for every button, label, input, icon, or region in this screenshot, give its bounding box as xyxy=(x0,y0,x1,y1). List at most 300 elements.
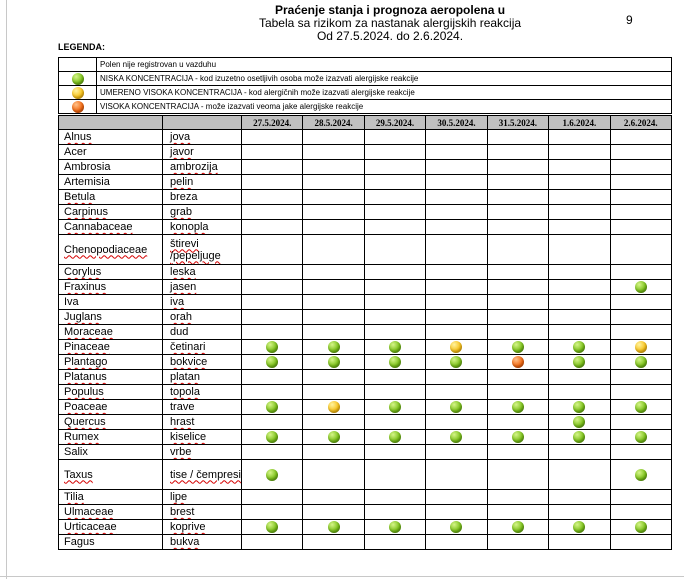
risk-cell xyxy=(426,355,487,370)
risk-cell xyxy=(610,340,671,355)
green-dot-icon xyxy=(512,341,524,353)
risk-cell xyxy=(242,370,303,385)
risk-cell xyxy=(549,460,610,490)
risk-cell xyxy=(610,400,671,415)
risk-cell xyxy=(487,430,548,445)
green-dot-icon xyxy=(328,431,340,443)
risk-cell xyxy=(610,535,671,550)
yellow-dot-icon xyxy=(635,341,647,353)
local-name-text: lipe xyxy=(170,491,188,503)
local-name-text: javor xyxy=(170,146,194,158)
risk-cell xyxy=(549,220,610,235)
page-number: 9 xyxy=(626,13,633,27)
risk-cell xyxy=(610,490,671,505)
local-name xyxy=(163,220,242,235)
risk-cell xyxy=(242,220,303,235)
risk-cell xyxy=(426,445,487,460)
latin-name-text: Chenopodiaceae xyxy=(64,243,148,256)
risk-cell xyxy=(426,220,487,235)
header-blank-cell xyxy=(163,116,242,130)
green-dot-icon xyxy=(450,521,462,533)
local-name xyxy=(163,490,242,505)
risk-cell xyxy=(610,430,671,445)
local-name xyxy=(163,205,242,220)
risk-cell xyxy=(426,265,487,280)
table-row xyxy=(59,415,672,430)
risk-cell xyxy=(242,430,303,445)
green-dot-icon xyxy=(512,431,524,443)
risk-cell xyxy=(610,385,671,400)
latin-name-text: Cannabaceae xyxy=(64,221,133,233)
local-name xyxy=(163,295,242,310)
risk-cell xyxy=(610,235,671,265)
local-name-text: bokvice xyxy=(170,356,208,368)
risk-cell xyxy=(303,430,364,445)
risk-cell xyxy=(426,430,487,445)
orange-dot-icon xyxy=(512,356,524,368)
risk-cell xyxy=(242,310,303,325)
latin-name-text: Plantago xyxy=(64,356,108,368)
green-dot-icon xyxy=(389,401,401,413)
latin-name xyxy=(59,130,163,145)
risk-cell xyxy=(303,205,364,220)
risk-cell xyxy=(364,160,425,175)
risk-cell xyxy=(487,340,548,355)
risk-cell xyxy=(487,325,548,340)
local-name xyxy=(163,265,242,280)
local-name xyxy=(163,160,242,175)
risk-cell xyxy=(610,370,671,385)
local-name xyxy=(163,505,242,520)
risk-cell xyxy=(610,205,671,220)
risk-cell xyxy=(610,160,671,175)
risk-cell xyxy=(549,355,610,370)
risk-cell xyxy=(487,235,548,265)
date-header: 27.5.2024. xyxy=(242,116,303,130)
risk-cell xyxy=(303,370,364,385)
risk-cell xyxy=(426,190,487,205)
green-dot-icon xyxy=(266,469,278,481)
risk-cell xyxy=(303,280,364,295)
risk-cell xyxy=(364,205,425,220)
risk-cell xyxy=(364,370,425,385)
local-name-text: platan xyxy=(170,371,200,383)
risk-cell xyxy=(364,430,425,445)
risk-cell xyxy=(242,520,303,535)
date-header: 28.5.2024. xyxy=(303,116,364,130)
table-row xyxy=(59,175,672,190)
green-dot-icon xyxy=(389,341,401,353)
table-row xyxy=(59,160,672,175)
latin-name xyxy=(59,520,163,535)
risk-cell xyxy=(426,145,487,160)
risk-cell xyxy=(242,355,303,370)
latin-name xyxy=(59,460,163,490)
green-dot-icon xyxy=(450,401,462,413)
risk-cell xyxy=(549,520,610,535)
risk-cell xyxy=(303,325,364,340)
risk-cell xyxy=(426,310,487,325)
risk-cell xyxy=(303,145,364,160)
legend-row-none xyxy=(59,58,672,72)
date-header: 31.5.2024. xyxy=(487,116,548,130)
table-row xyxy=(59,220,672,235)
risk-cell xyxy=(364,175,425,190)
table-row xyxy=(59,310,672,325)
risk-cell xyxy=(303,265,364,280)
risk-cell xyxy=(426,325,487,340)
risk-cell xyxy=(242,190,303,205)
risk-cell xyxy=(303,385,364,400)
table-row xyxy=(59,370,672,385)
risk-cell xyxy=(303,160,364,175)
local-name xyxy=(163,190,242,205)
legend-row-yellow xyxy=(59,86,672,100)
green-dot-icon xyxy=(635,281,647,293)
latin-name-text: Poaceae xyxy=(64,401,108,413)
risk-cell xyxy=(242,235,303,265)
local-name-text: breza xyxy=(170,191,198,203)
local-name xyxy=(163,400,242,415)
green-dot-icon xyxy=(573,416,585,428)
risk-cell xyxy=(242,505,303,520)
risk-cell xyxy=(242,295,303,310)
latin-name xyxy=(59,445,163,460)
risk-cell xyxy=(426,505,487,520)
table-row xyxy=(59,520,672,535)
risk-cell xyxy=(610,280,671,295)
risk-cell xyxy=(242,325,303,340)
risk-cell xyxy=(549,505,610,520)
table-row xyxy=(59,190,672,205)
latin-name-text: Acer xyxy=(64,146,87,158)
risk-cell xyxy=(549,175,610,190)
latin-name-text: Ambrosia xyxy=(64,161,111,173)
legend-row-green xyxy=(59,72,672,86)
local-name-text: vrbe xyxy=(170,446,192,458)
risk-cell xyxy=(426,400,487,415)
table-row xyxy=(59,460,672,490)
risk-cell xyxy=(303,355,364,370)
legend-swatch-cell xyxy=(59,100,97,114)
risk-cell xyxy=(549,205,610,220)
table-row xyxy=(59,445,672,460)
yellow-dot-icon xyxy=(450,341,462,353)
latin-name-text: Fagus xyxy=(64,536,95,548)
risk-cell xyxy=(487,400,548,415)
risk-cell xyxy=(610,445,671,460)
risk-cell xyxy=(303,505,364,520)
risk-cell xyxy=(487,160,548,175)
risk-cell xyxy=(487,355,548,370)
legend-label: LEGENDA: xyxy=(58,42,105,52)
risk-cell xyxy=(303,130,364,145)
local-name-text: brest xyxy=(170,506,195,518)
table-row xyxy=(59,430,672,445)
table-row xyxy=(59,505,672,520)
table-row xyxy=(59,235,672,265)
latin-name-text: Artemisia xyxy=(64,176,110,188)
latin-name xyxy=(59,505,163,520)
legend-row-orange xyxy=(59,100,672,114)
risk-cell xyxy=(242,400,303,415)
risk-cell xyxy=(487,295,548,310)
local-name xyxy=(163,325,242,340)
risk-cell xyxy=(364,400,425,415)
orange-dot-icon xyxy=(72,101,84,113)
risk-cell xyxy=(242,280,303,295)
latin-name-text: Juglans xyxy=(64,311,102,323)
local-name-text: konopla xyxy=(170,221,209,233)
yellow-dot-icon xyxy=(72,87,84,99)
local-name-text: kiselice xyxy=(170,431,207,443)
table-row xyxy=(59,205,672,220)
latin-name xyxy=(59,220,163,235)
risk-cell xyxy=(242,175,303,190)
latin-name xyxy=(59,400,163,415)
local-name-text: grab xyxy=(170,206,193,218)
risk-cell xyxy=(303,445,364,460)
date-header-row xyxy=(59,116,672,130)
risk-cell xyxy=(487,265,548,280)
risk-cell xyxy=(242,385,303,400)
risk-cell xyxy=(549,535,610,550)
risk-cell xyxy=(364,280,425,295)
risk-cell xyxy=(487,145,548,160)
risk-cell xyxy=(487,505,548,520)
local-name xyxy=(163,520,242,535)
risk-cell xyxy=(549,310,610,325)
risk-cell xyxy=(610,460,671,490)
risk-cell xyxy=(426,175,487,190)
risk-cell xyxy=(549,370,610,385)
risk-cell xyxy=(610,520,671,535)
risk-cell xyxy=(549,130,610,145)
local-name xyxy=(163,355,242,370)
green-dot-icon xyxy=(266,521,278,533)
risk-cell xyxy=(364,265,425,280)
latin-name-text: Moraceae xyxy=(64,326,113,338)
date-header: 1.6.2024. xyxy=(549,116,610,130)
table-row xyxy=(59,325,672,340)
legend-swatch-cell xyxy=(59,58,97,72)
risk-cell xyxy=(426,460,487,490)
risk-cell xyxy=(364,235,425,265)
local-name-text: orah xyxy=(170,311,193,323)
risk-cell xyxy=(303,295,364,310)
latin-name xyxy=(59,370,163,385)
green-dot-icon xyxy=(266,401,278,413)
risk-cell xyxy=(549,430,610,445)
risk-cell xyxy=(487,385,548,400)
risk-cell xyxy=(242,490,303,505)
local-name xyxy=(163,385,242,400)
local-name-text: ambrozija xyxy=(170,161,218,173)
risk-cell xyxy=(426,160,487,175)
risk-cell xyxy=(303,415,364,430)
risk-cell xyxy=(426,385,487,400)
local-name xyxy=(163,415,242,430)
risk-cell xyxy=(610,265,671,280)
latin-name-text: Fraxinus xyxy=(64,281,107,293)
legend-text: VISOKA KONCENTRACIJA - može izazvati veoma jake alergijske reakcije xyxy=(97,100,672,114)
risk-cell xyxy=(549,340,610,355)
risk-cell xyxy=(242,445,303,460)
risk-cell xyxy=(242,415,303,430)
risk-cell xyxy=(610,175,671,190)
legend-text: UMERENO VISOKA KONCENTRACIJA - kod alergičnih može izazvati alergijske reakcije xyxy=(97,86,672,100)
risk-cell xyxy=(242,145,303,160)
date-header: 30.5.2024. xyxy=(426,116,487,130)
green-dot-icon xyxy=(635,431,647,443)
latin-name-text: Platanus xyxy=(64,371,107,383)
risk-cell xyxy=(242,460,303,490)
risk-cell xyxy=(426,205,487,220)
latin-name xyxy=(59,415,163,430)
latin-name xyxy=(59,160,163,175)
risk-cell xyxy=(549,445,610,460)
date-range: Od 27.5.2024. do 2.6.2024. xyxy=(316,29,464,43)
risk-cell xyxy=(364,220,425,235)
latin-name xyxy=(59,310,163,325)
latin-name xyxy=(59,280,163,295)
page-bottom-border xyxy=(0,576,684,577)
risk-cell xyxy=(426,340,487,355)
latin-name xyxy=(59,295,163,310)
local-name xyxy=(163,430,242,445)
latin-name-text: Pinaceae xyxy=(64,341,110,353)
table-row xyxy=(59,280,672,295)
green-dot-icon xyxy=(389,431,401,443)
risk-cell xyxy=(610,310,671,325)
green-dot-icon xyxy=(328,521,340,533)
risk-cell xyxy=(610,505,671,520)
risk-cell xyxy=(610,325,671,340)
risk-cell xyxy=(549,490,610,505)
risk-cell xyxy=(303,220,364,235)
local-name xyxy=(163,280,242,295)
risk-cell xyxy=(242,130,303,145)
table-row xyxy=(59,340,672,355)
green-dot-icon xyxy=(635,401,647,413)
latin-name-text: Ulmaceae xyxy=(64,506,114,518)
risk-cell xyxy=(426,520,487,535)
local-name-text: dud xyxy=(170,326,189,338)
risk-cell xyxy=(426,295,487,310)
local-name-text: tise / čempresi xyxy=(170,468,241,481)
green-dot-icon xyxy=(573,341,585,353)
risk-cell xyxy=(303,490,364,505)
latin-name xyxy=(59,175,163,190)
risk-cell xyxy=(242,265,303,280)
green-dot-icon xyxy=(573,356,585,368)
latin-name-text: Taxus xyxy=(64,468,93,481)
latin-name-text: Betula xyxy=(64,191,96,203)
local-name xyxy=(163,445,242,460)
legend-text: Polen nije registrovan u vazduhu xyxy=(97,58,672,72)
risk-cell xyxy=(364,340,425,355)
green-dot-icon xyxy=(573,401,585,413)
latin-name-text: Carpinus xyxy=(64,206,109,218)
green-dot-icon xyxy=(328,356,340,368)
page-left-border xyxy=(6,0,7,579)
green-dot-icon xyxy=(389,521,401,533)
risk-cell xyxy=(610,415,671,430)
risk-cell xyxy=(610,145,671,160)
risk-cell xyxy=(303,460,364,490)
latin-name-text: Iva xyxy=(64,296,79,308)
risk-cell xyxy=(364,325,425,340)
latin-name xyxy=(59,430,163,445)
green-dot-icon xyxy=(635,469,647,481)
risk-cell xyxy=(426,490,487,505)
risk-cell xyxy=(487,370,548,385)
risk-cell xyxy=(487,490,548,505)
risk-cell xyxy=(426,130,487,145)
risk-cell xyxy=(364,295,425,310)
date-header: 2.6.2024. xyxy=(610,116,671,130)
risk-cell xyxy=(549,325,610,340)
risk-cell xyxy=(364,355,425,370)
local-name xyxy=(163,175,242,190)
risk-cell xyxy=(364,310,425,325)
latin-name-text: Rumex xyxy=(64,431,99,443)
local-name xyxy=(163,370,242,385)
local-name-text: jasen xyxy=(170,281,197,293)
green-dot-icon xyxy=(389,356,401,368)
latin-name-text: Urticaceae xyxy=(64,521,117,533)
local-name-text: topola xyxy=(170,386,200,398)
risk-cell xyxy=(303,400,364,415)
risk-cell xyxy=(549,235,610,265)
risk-cell xyxy=(426,415,487,430)
legend-text: NISKA KONCENTRACIJA - kod izuzetno osetljivih osoba može izazvati alergijske reakcije xyxy=(97,72,672,86)
latin-name xyxy=(59,265,163,280)
risk-cell xyxy=(610,220,671,235)
risk-cell xyxy=(487,310,548,325)
local-name xyxy=(163,130,242,145)
green-dot-icon xyxy=(573,431,585,443)
legend-swatch-cell xyxy=(59,86,97,100)
risk-cell xyxy=(364,460,425,490)
green-dot-icon xyxy=(450,356,462,368)
latin-name xyxy=(59,490,163,505)
risk-cell xyxy=(303,340,364,355)
risk-cell xyxy=(426,235,487,265)
header-blank-cell xyxy=(59,116,163,130)
local-name-text: četinari xyxy=(170,341,206,353)
risk-cell xyxy=(549,160,610,175)
green-dot-icon xyxy=(450,431,462,443)
local-name-text: trave xyxy=(170,401,195,413)
table-row xyxy=(59,295,672,310)
date-header: 29.5.2024. xyxy=(364,116,425,130)
green-dot-icon xyxy=(266,356,278,368)
risk-cell xyxy=(364,385,425,400)
risk-cell xyxy=(242,340,303,355)
risk-cell xyxy=(303,535,364,550)
green-dot-icon xyxy=(512,401,524,413)
green-dot-icon xyxy=(266,431,278,443)
latin-name-text: Quercus xyxy=(64,416,106,428)
risk-cell xyxy=(303,520,364,535)
local-name xyxy=(163,145,242,160)
risk-cell xyxy=(364,415,425,430)
risk-cell xyxy=(364,130,425,145)
risk-cell xyxy=(549,415,610,430)
risk-cell xyxy=(610,190,671,205)
risk-cell xyxy=(364,190,425,205)
